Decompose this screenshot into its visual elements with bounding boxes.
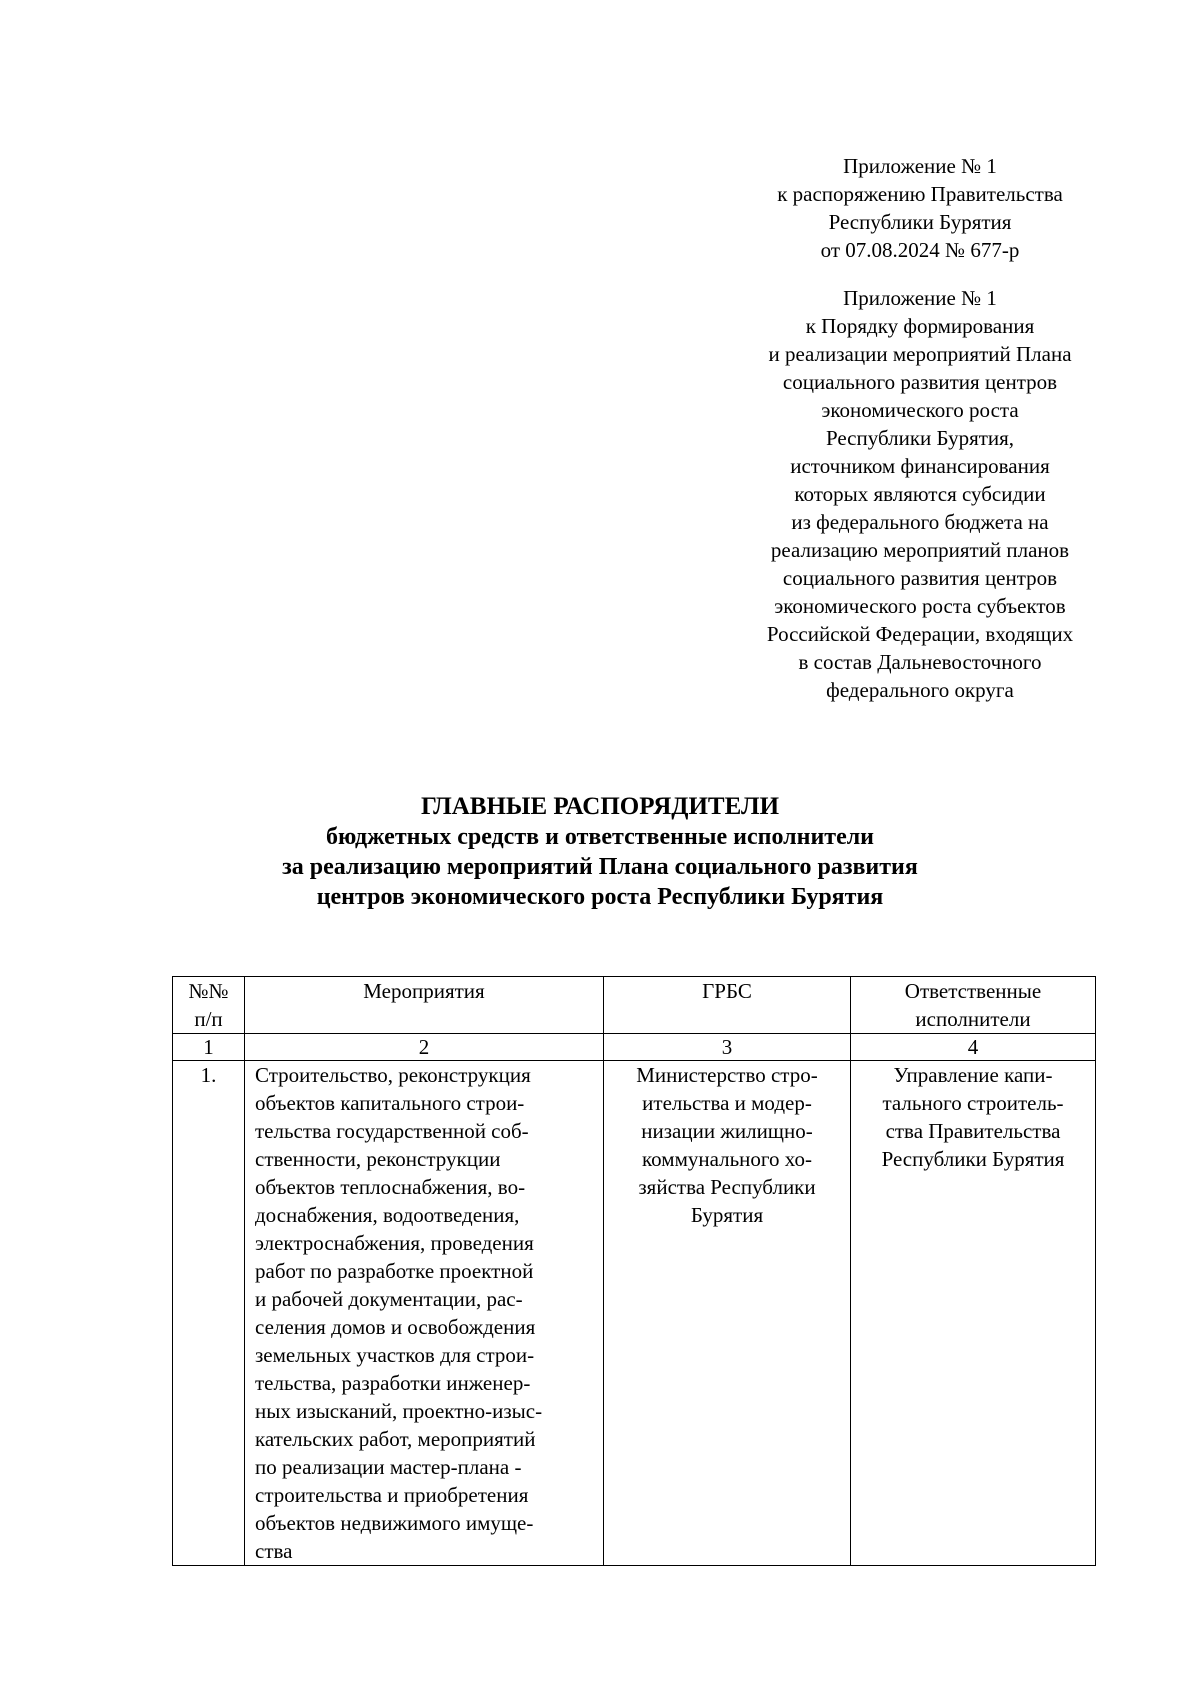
responsible-line: Республики Бурятия <box>881 1147 1065 1171</box>
grbs-line: низации жилищно- <box>641 1119 813 1143</box>
appendix-line: экономического роста субъектов <box>774 594 1066 618</box>
responsibility-table <box>172 976 1096 1566</box>
measure-line: земельных участков для строи- <box>255 1343 535 1367</box>
responsible-line: ства Правительства <box>885 1119 1061 1143</box>
column-number: 4 <box>851 1034 1096 1061</box>
appendix-header <box>720 152 1120 704</box>
appendix-line: которых являются субсидии <box>794 482 1046 506</box>
appendix-line: Республики Бурятия, <box>825 426 1015 450</box>
appendix-procedure-reference <box>720 284 1120 704</box>
measure-line: объектов капитального строи- <box>255 1091 525 1115</box>
header-text: ГРБС <box>702 979 752 1003</box>
measure-line: по реализации мастер-плана - <box>255 1455 522 1479</box>
measure-line: кательских работ, мероприятий <box>255 1427 536 1451</box>
header-measures <box>245 977 604 1034</box>
measure-line: ных изысканий, проектно-изыс- <box>255 1399 543 1423</box>
grbs-line: Министерство стро- <box>636 1063 818 1087</box>
appendix-line: источником финансирования <box>790 454 1050 478</box>
grbs-cell <box>604 1061 851 1566</box>
column-number-row <box>173 1034 1096 1061</box>
measure-cell <box>245 1061 604 1566</box>
grbs-line: ительства и модер- <box>642 1091 812 1115</box>
header-responsible <box>851 977 1096 1034</box>
table-header-row <box>173 977 1096 1034</box>
appendix-line: социального развития центров <box>782 566 1058 590</box>
column-number: 3 <box>604 1034 851 1061</box>
header-grbs <box>604 977 851 1034</box>
measure-line: работ по разработке проектной <box>255 1259 534 1283</box>
header-number <box>173 977 245 1034</box>
appendix-line: в состав Дальневосточного <box>798 650 1042 674</box>
header-text: Ответственные <box>904 979 1042 1003</box>
appendix-order-reference <box>720 152 1120 264</box>
measure-line: электроснабжения, проведения <box>255 1231 534 1255</box>
appendix-line: Республики Бурятия <box>828 210 1012 234</box>
measure-line: ственности, реконструкции <box>255 1147 501 1171</box>
appendix-line: Приложение № 1 <box>843 154 997 178</box>
appendix-line: Приложение № 1 <box>843 286 997 310</box>
measure-line: тельства государственной соб- <box>255 1119 529 1143</box>
table-row <box>173 1061 1096 1566</box>
grbs-line: Бурятия <box>690 1203 764 1227</box>
measure-line: доснабжения, водоотведения, <box>255 1203 520 1227</box>
document-title <box>0 792 1200 912</box>
grbs-line: коммунального хо- <box>642 1147 812 1171</box>
header-text: №№ <box>188 979 229 1003</box>
measure-line: селения домов и освобождения <box>255 1315 536 1339</box>
measure-line: строительства и приобретения <box>255 1483 529 1507</box>
column-number: 2 <box>245 1034 604 1061</box>
title-subline: центров экономического роста Республики Бурятия <box>316 884 884 910</box>
title-subline: за реализацию мероприятий Плана социального развития <box>282 854 918 880</box>
appendix-line: к распоряжению Правительства <box>777 182 1063 206</box>
appendix-line: реализацию мероприятий планов <box>770 538 1070 562</box>
title-main: ГЛАВНЫЕ РАСПОРЯДИТЕЛИ <box>420 793 780 820</box>
grbs-line: зяйства Республики <box>638 1175 816 1199</box>
measure-line: Строительство, реконструкция <box>255 1063 531 1087</box>
responsible-line: Управление капи- <box>893 1063 1053 1087</box>
title-subline: бюджетных средств и ответственные исполнители <box>325 824 875 850</box>
appendix-line: из федерального бюджета на <box>791 510 1049 534</box>
measure-line: объектов теплоснабжения, во- <box>255 1175 526 1199</box>
appendix-line: к Порядку формирования <box>805 314 1035 338</box>
appendix-line: федерального округа <box>826 678 1014 702</box>
row-number: 1. <box>173 1061 245 1566</box>
appendix-line: Российской Федерации, входящих <box>766 622 1074 646</box>
header-text: п/п <box>194 1007 223 1031</box>
appendix-line: экономического роста <box>821 398 1019 422</box>
spacer <box>720 264 1120 284</box>
appendix-line: от 07.08.2024 № 677-р <box>820 238 1020 262</box>
appendix-line: социального развития центров <box>782 370 1058 394</box>
column-number: 1 <box>173 1034 245 1061</box>
header-text: Мероприятия <box>363 979 485 1003</box>
responsible-cell <box>851 1061 1096 1566</box>
measure-line: тельства, разработки инженер- <box>255 1371 531 1395</box>
appendix-line: и реализации мероприятий Плана <box>768 342 1072 366</box>
measure-line: ства <box>255 1539 293 1563</box>
header-text: исполнители <box>915 1007 1031 1031</box>
responsible-line: тального строитель- <box>882 1091 1064 1115</box>
measure-line: объектов недвижимого имуще- <box>255 1511 534 1535</box>
measure-line: и рабочей документации, рас- <box>255 1287 523 1311</box>
